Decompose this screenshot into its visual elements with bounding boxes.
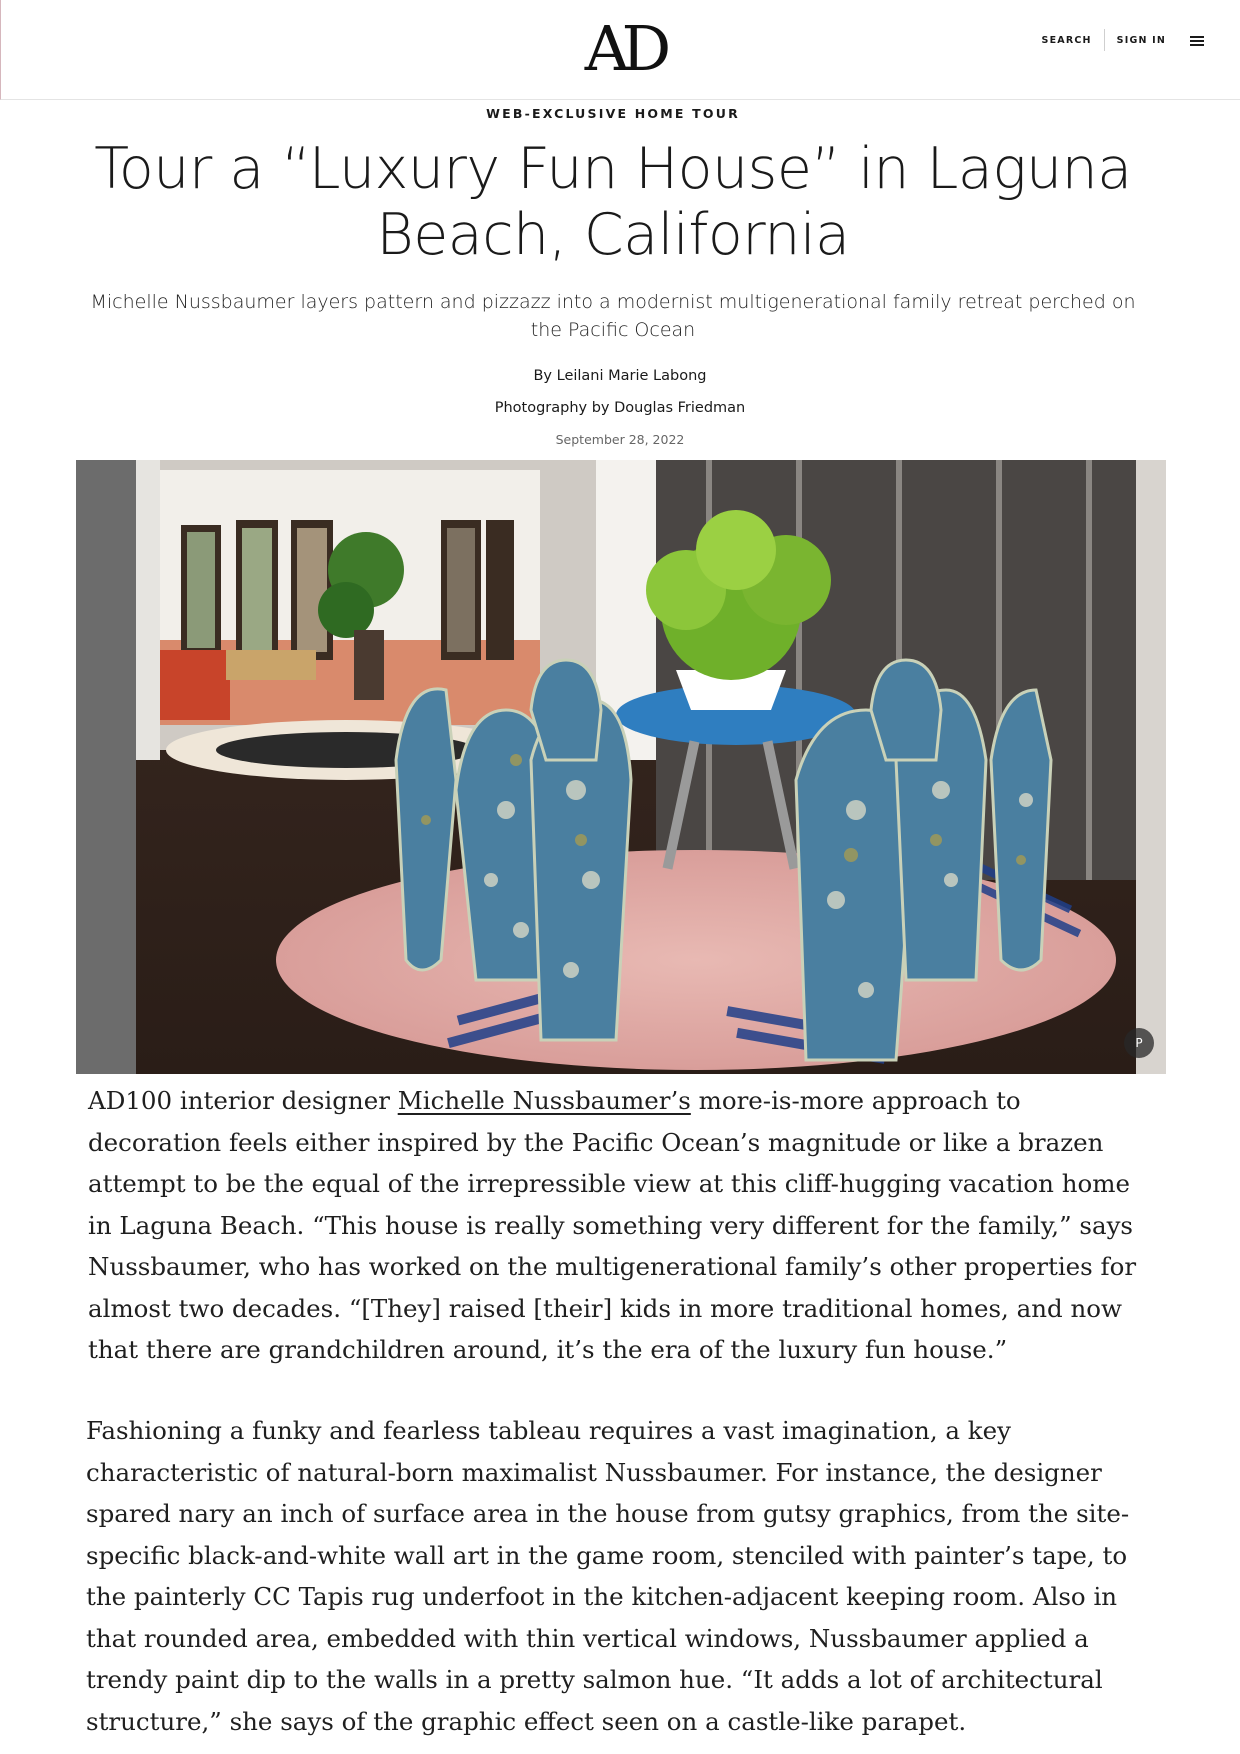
article-paragraph-2: Fashioning a funky and fearless tableau requires a vast imagination, a key characteristic of natural-born maximalist Nussbaumer. For instance, the designer spared nary an inch of surface area in the house from gutsy graphics, from the site-specific black-and-white wall art in the game room, stenciled with painter’s tape, to the painterly CC Tapis rug underfoot in the kitchen-adjacent keeping room. Also in that rounded area, embedded with thin vertical windows, Nussbaumer applied a trendy paint dip to the walls in a pretty salmon hue. “It adds a lot of architectural structure,” she says of the graphic effect seen on a castle-like parapet.: [86, 1416, 1130, 1736]
publish-date: September 28, 2022: [555, 432, 685, 447]
search-link[interactable]: SEARCH: [1041, 34, 1092, 46]
hamburger-menu-icon[interactable]: [1190, 34, 1204, 46]
pinterest-share-button[interactable]: P: [1124, 1028, 1154, 1058]
author-byline[interactable]: By Leilani Marie Labong: [533, 368, 707, 384]
header-actions: [1030, 28, 1204, 52]
dining-room-illustration: [76, 460, 1166, 1074]
site-header: [0, 0, 1240, 100]
article-rubric[interactable]: WEB-EXCLUSIVE HOME TOUR: [486, 106, 740, 121]
designer-profile-link[interactable]: Michelle Nussbaumer’s: [397, 1086, 691, 1115]
sign-in-link[interactable]: SIGN IN: [1116, 34, 1166, 46]
ad-logo[interactable]: [579, 14, 669, 80]
svg-text:AD: AD: [584, 14, 664, 80]
hero-image: [76, 460, 1166, 1074]
paragraph-text: more-is-more approach to decoration feels either inspired by the Pacific Ocean’s magnitude or like a brazen attempt to be the equal of the irrepressible view at this cliff-hugging vacation home in Laguna Beach. “This house is really something very different for the family,” says Nussbaumer, who has worked on the multigenerational family’s other properties for almost two decades. “[They] raised [their] kids in more traditional homes, and now that there are grandchildren around, it’s the era of the luxury fun house.”: [88, 1086, 1137, 1364]
article-paragraph-1: [88, 1080, 1158, 1371]
ad-logo-mark: [579, 14, 669, 80]
paragraph-text: AD100 interior designer: [88, 1086, 398, 1115]
article-headline: Tour a “Luxury Fun House” in Laguna Beach, California: [94, 136, 1132, 268]
article-dek: Michelle Nussbaumer layers pattern and pizzazz into a modernist multigenerational family retreat perched on the Pacific Ocean: [90, 291, 1136, 341]
photo-credit: Photography by Douglas Friedman: [494, 400, 746, 416]
